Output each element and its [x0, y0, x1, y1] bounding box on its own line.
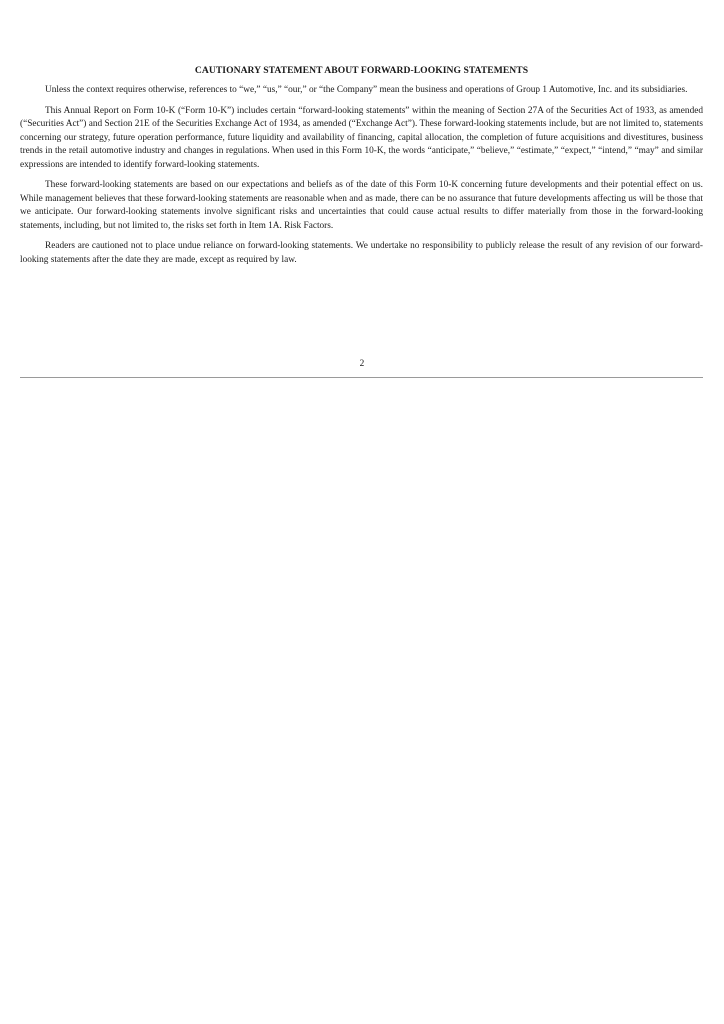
- section-heading: CAUTIONARY STATEMENT ABOUT FORWARD-LOOKING STATEMENTS: [194, 65, 529, 76]
- paragraph-forward-looking-intro: This Annual Report on Form 10-K (“Form 10-K”) includes certain “forward-looking statements” within the meaning of Section 27A of the Securities Act of 1933, as amended (“Securities Act”) and Section 21E of the Securities Exchange Act of 1934, as amended (“Exchange Act”). These forward-looking statements include, but are not limited to, statements concerning our strategy, future operation performance, future liquidity and availability of financing, capital allocation, the completion of future acquisitions and divestitures, business trends in the retail automotive industry and changes in regulations. When used in this Form 10-K, the words “anticipate,” “believe,” “estimate,” “expect,” “intend,” “may” and similar expressions are intended to identify forward-looking statements.: [20, 105, 703, 170]
- paragraph-caution: Readers are cautioned not to place undue reliance on forward-looking statements. We undertake no responsibility to publicly release the result of any revision of our forward-looking statements after the date they are made, except as required by law.: [20, 241, 703, 265]
- page-number: 2: [359, 359, 365, 369]
- page-divider: [20, 377, 703, 378]
- paragraph-expectations: These forward-looking statements are based on our expectations and beliefs as of the date of this Form 10-K concerning future developments and their potential effect on us. While management believes that these forward-looking statements are reasonable when and as made, there can be no assurance that future developments affecting us will be those that we anticipate. Our forward-looking statements involve significant risks and uncertainties that could cause actual results to differ materially from those in the forward-looking statements, including, but not limited to, the risks set forth in Item 1A. Risk Factors.: [20, 180, 703, 231]
- document-body: [20, 64, 703, 274]
- paragraph-definitions: Unless the context requires otherwise, references to “we,” “us,” “our,” or “the Company” mean the business and operations of Group 1 Automotive, Inc. and its subsidiaries.: [45, 85, 688, 95]
